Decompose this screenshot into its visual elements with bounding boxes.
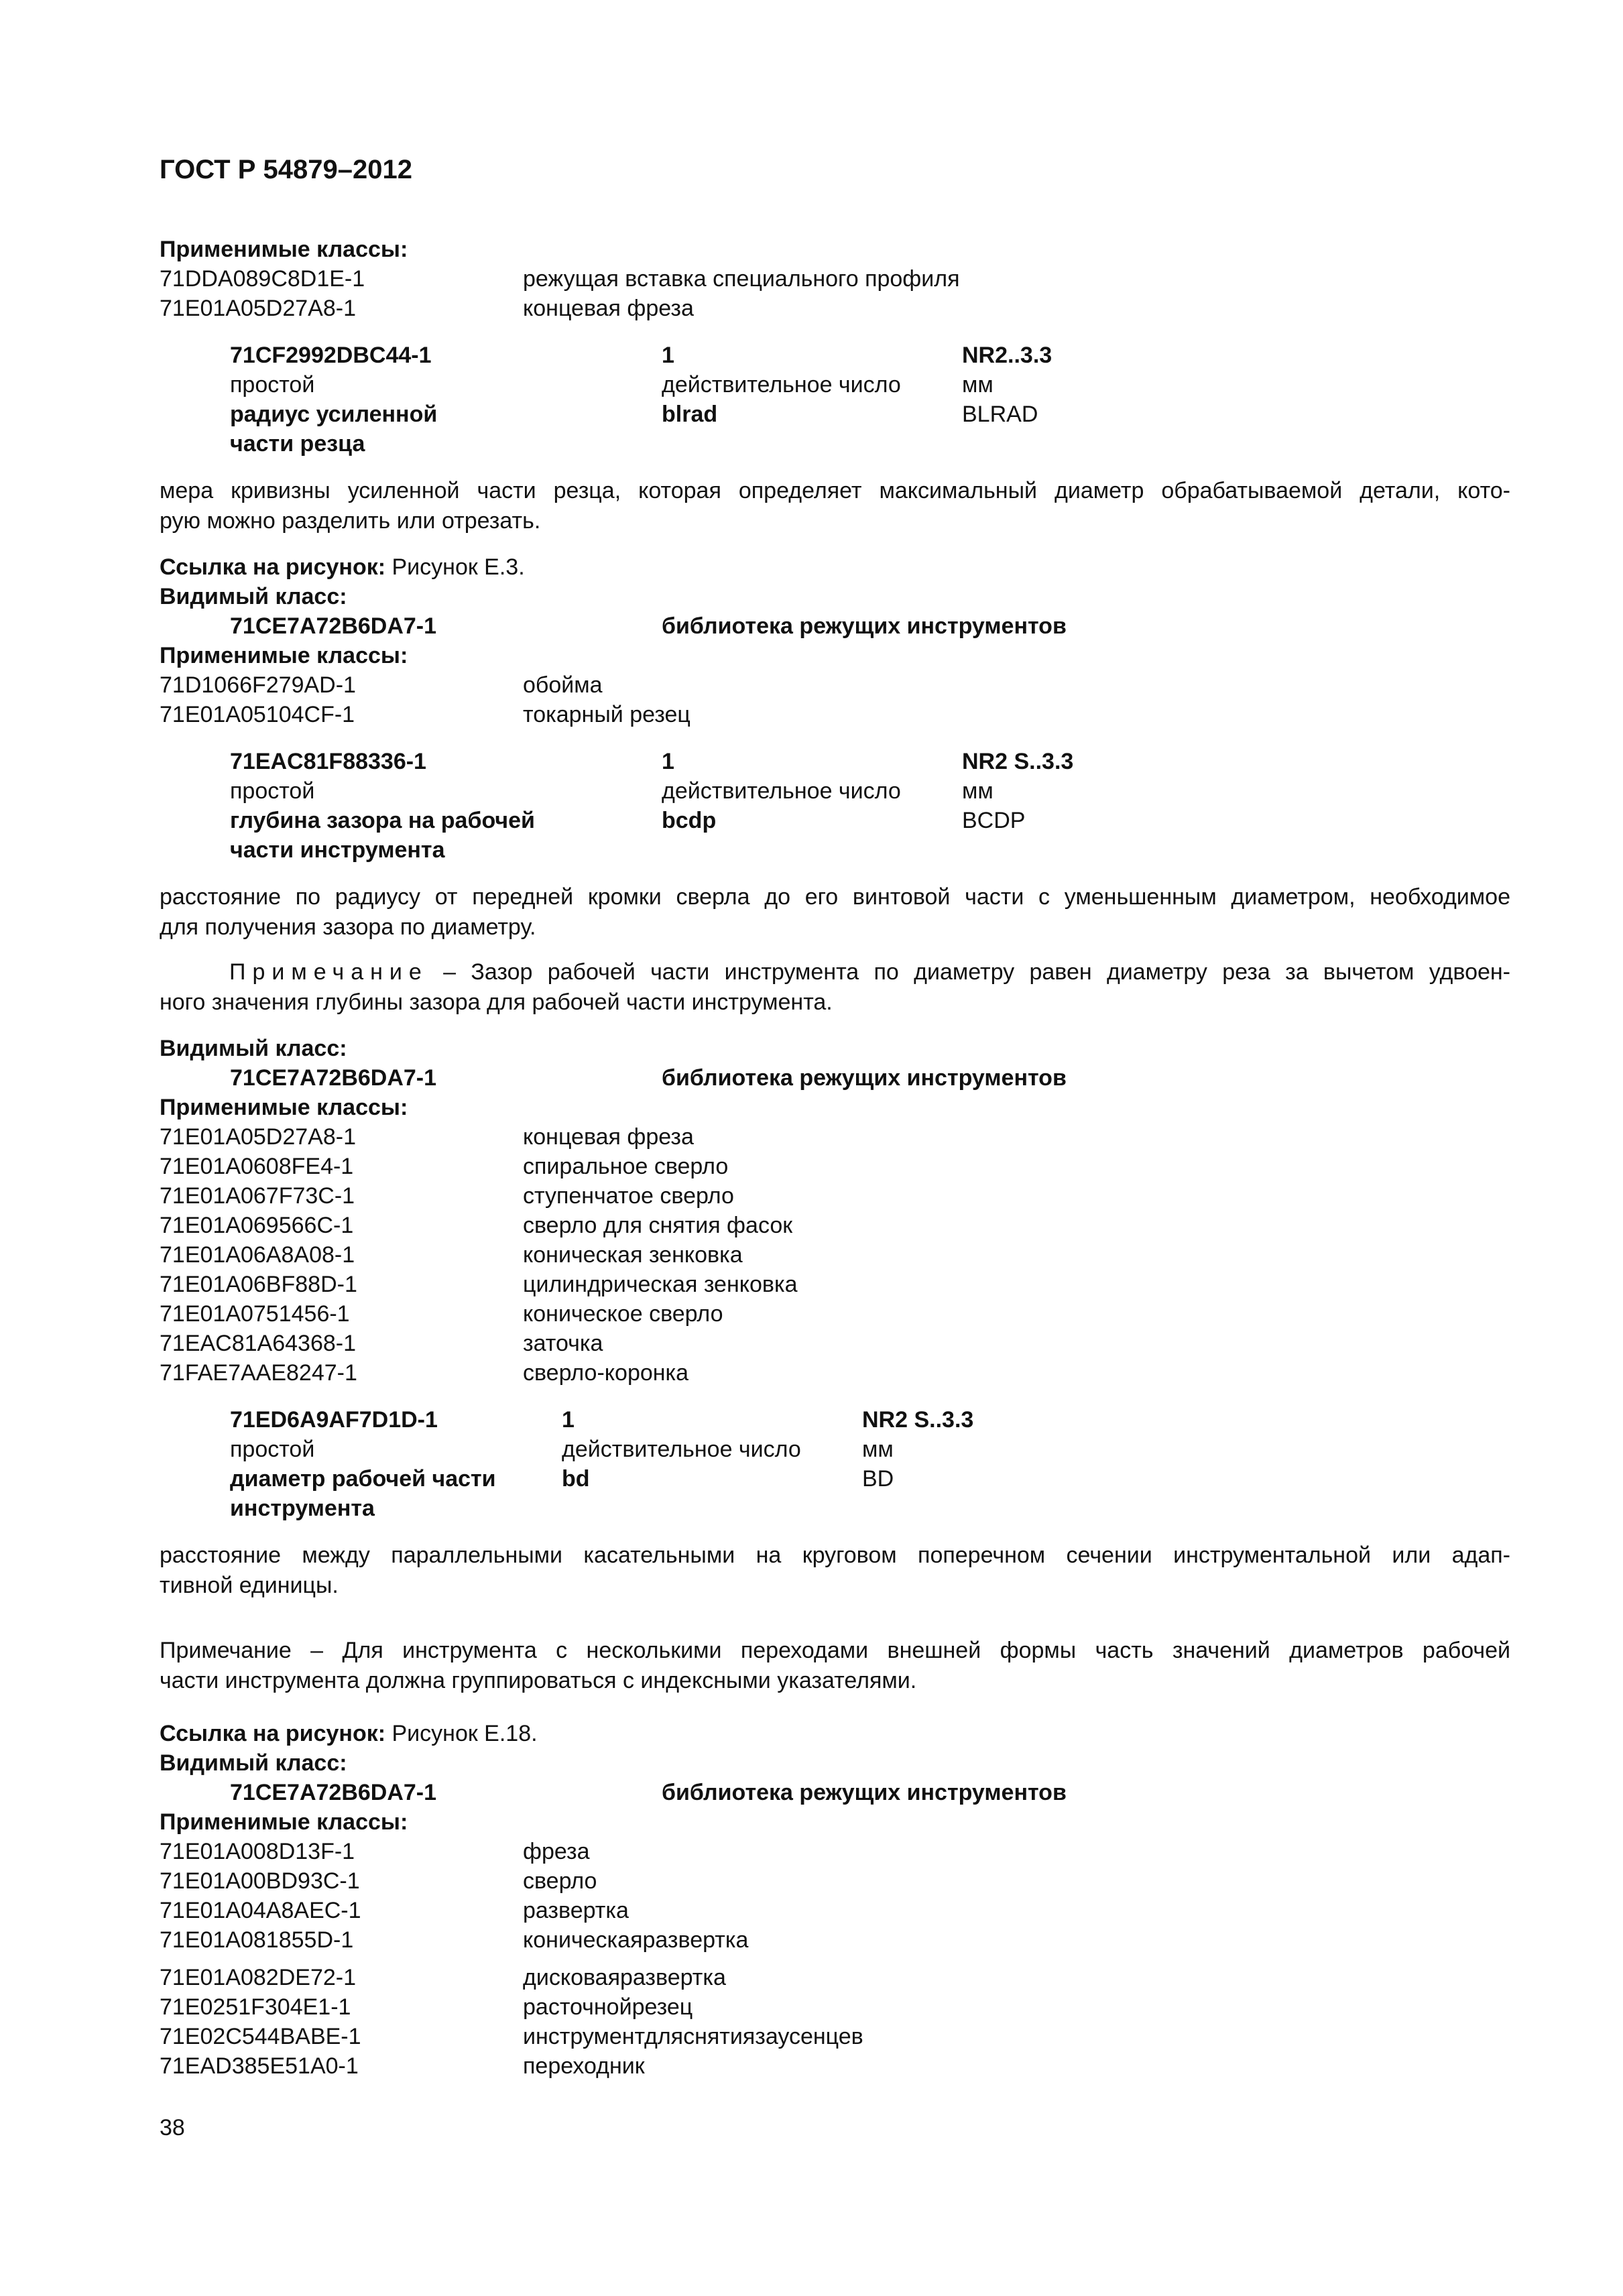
class-code: 71E0251F304E1-1 [160,1994,351,2020]
property-unit: мм [962,372,994,398]
property-id: 71ED6A9AF7D1D-1 [230,1407,438,1433]
property-datatype: действительное число [562,1437,801,1462]
class-code: 71EAC81A64368-1 [160,1331,357,1356]
class-code: 71E01A00BD93C-1 [160,1868,360,1894]
class-code: 71E01A081855D-1 [160,1927,354,1953]
class-name: режущая вставка специального профиля [523,266,960,292]
class-name: дисковаяразвертка [523,1965,726,1990]
property-type: простой [230,778,315,804]
class-code: 71EAD385E51A0-1 [160,2053,359,2079]
figure-reference: Ссылка на рисунок: Рисунок Е.3. [160,554,525,580]
class-name: коническое сверло [523,1301,723,1327]
class-name: коническая зенковка [523,1242,743,1268]
property-definition: мера кривизны усиленной части резца, которая определяет максимальный диаметр обрабатываемой детали, кото- рую можно разделить или отрезать. [160,478,1510,534]
property-ref: NR2 S..3.3 [962,749,1074,774]
applicable-classes-label: Применимые классы: [160,1095,408,1120]
property-version: 1 [562,1407,575,1433]
class-name: сверло для снятия фасок [523,1213,793,1238]
property-type: простой [230,1437,315,1462]
property-name-cont: части инструмента [230,837,445,863]
property-definition: расстояние между параллельными касательными на круговом поперечном сечении инструментальной или адап- тивной единицы. [160,1543,1510,1598]
class-code: 71E02C544BABE-1 [160,2024,361,2049]
property-name: радиус усиленной [230,402,438,427]
document-header: ГОСТ Р 54879–2012 [160,155,412,184]
class-name: ступенчатое сверло [523,1183,734,1209]
class-code: 71FAE7AAE8247-1 [160,1360,357,1386]
class-code: 71DDA089C8D1E-1 [160,266,365,292]
property-code: BLRAD [962,402,1038,427]
class-name: переходник [523,2053,645,2079]
class-code: 71D1066F279AD-1 [160,672,356,698]
class-name: обойма [523,672,603,698]
class-code: 71E01A0751456-1 [160,1301,350,1327]
visible-class-label: Видимый класс: [160,1036,347,1061]
class-name: коническаяразвертка [523,1927,749,1953]
class-code: 71E01A06A8A08-1 [160,1242,355,1268]
class-code: 71E01A05D27A8-1 [160,1124,357,1150]
applicable-classes-label: Применимые классы: [160,237,408,262]
property-datatype: действительное число [662,372,901,398]
property-name-cont: инструмента [230,1496,375,1521]
property-name: глубина зазора на рабочей [230,808,535,833]
visible-class-code: 71CE7A72B6DA7-1 [230,1780,437,1805]
visible-class-name: библиотека режущих инструментов [662,1065,1067,1091]
applicable-classes-label: Применимые классы: [160,1809,408,1835]
property-version: 1 [662,343,674,368]
property-symbol: blrad [662,402,718,427]
class-name: сверло-коронка [523,1360,689,1386]
class-name: фреза [523,1839,590,1864]
class-code: 71E01A008D13F-1 [160,1839,355,1864]
visible-class-code: 71CE7A72B6DA7-1 [230,613,437,639]
visible-class-label: Видимый класс: [160,1750,347,1776]
class-code: 71E01A067F73C-1 [160,1183,355,1209]
property-unit: мм [962,778,994,804]
class-name: спиральное сверло [523,1154,729,1179]
property-id: 71EAC81F88336-1 [230,749,426,774]
class-name: расточнойрезец [523,1994,693,2020]
property-unit: мм [862,1437,894,1462]
class-name: инструментдляснятиязаусенцев [523,2024,863,2049]
visible-class-name: библиотека режущих инструментов [662,1780,1067,1805]
property-ref: NR2..3.3 [962,343,1053,368]
property-type: простой [230,372,315,398]
class-name: концевая фреза [523,296,694,321]
property-id: 71CF2992DBC44-1 [230,343,432,368]
class-name: сверло [523,1868,597,1894]
visible-class-code: 71CE7A72B6DA7-1 [230,1065,437,1091]
class-code: 71E01A06BF88D-1 [160,1272,357,1297]
property-version: 1 [662,749,674,774]
class-name: заточка [523,1331,603,1356]
page-number: 38 [160,2115,185,2140]
property-symbol: bd [562,1466,590,1492]
property-definition: расстояние по радиусу от передней кромки сверла до его винтовой части с уменьшенным диаметром, необходимое для получения зазора по диаметру. [160,884,1510,940]
applicable-classes-label: Применимые классы: [160,643,408,668]
class-code: 71E01A0608FE4-1 [160,1154,354,1179]
property-name: диаметр рабочей части [230,1466,496,1492]
class-code: 71E01A05D27A8-1 [160,296,357,321]
property-name-cont: части резца [230,431,365,457]
visible-class-label: Видимый класс: [160,584,347,609]
property-code: BCDP [962,808,1026,833]
property-code: BD [862,1466,894,1492]
property-note: Примечание – Для инструмента с несколькими переходами внешней формы часть значений диаметров рабочей части инструмента должна группироваться с индексными указателями. [160,1638,1510,1693]
property-ref: NR2 S..3.3 [862,1407,974,1433]
class-code: 71E01A069566C-1 [160,1213,354,1238]
property-datatype: действительное число [662,778,901,804]
class-name: развертка [523,1898,629,1923]
property-note: Примечание – Зазор рабочей части инструмента по диаметру равен диаметру реза за вычетом удвоен- ного значения глубины зазора для рабочей части инструмента. [160,959,1510,1015]
class-name: концевая фреза [523,1124,694,1150]
class-code: 71E01A05104CF-1 [160,702,355,727]
class-code: 71E01A082DE72-1 [160,1965,357,1990]
class-code: 71E01A04A8AEC-1 [160,1898,361,1923]
visible-class-name: библиотека режущих инструментов [662,613,1067,639]
property-symbol: bcdp [662,808,717,833]
class-name: цилиндрическая зенковка [523,1272,798,1297]
figure-reference: Ссылка на рисунок: Рисунок Е.18. [160,1721,538,1746]
class-name: токарный резец [523,702,690,727]
